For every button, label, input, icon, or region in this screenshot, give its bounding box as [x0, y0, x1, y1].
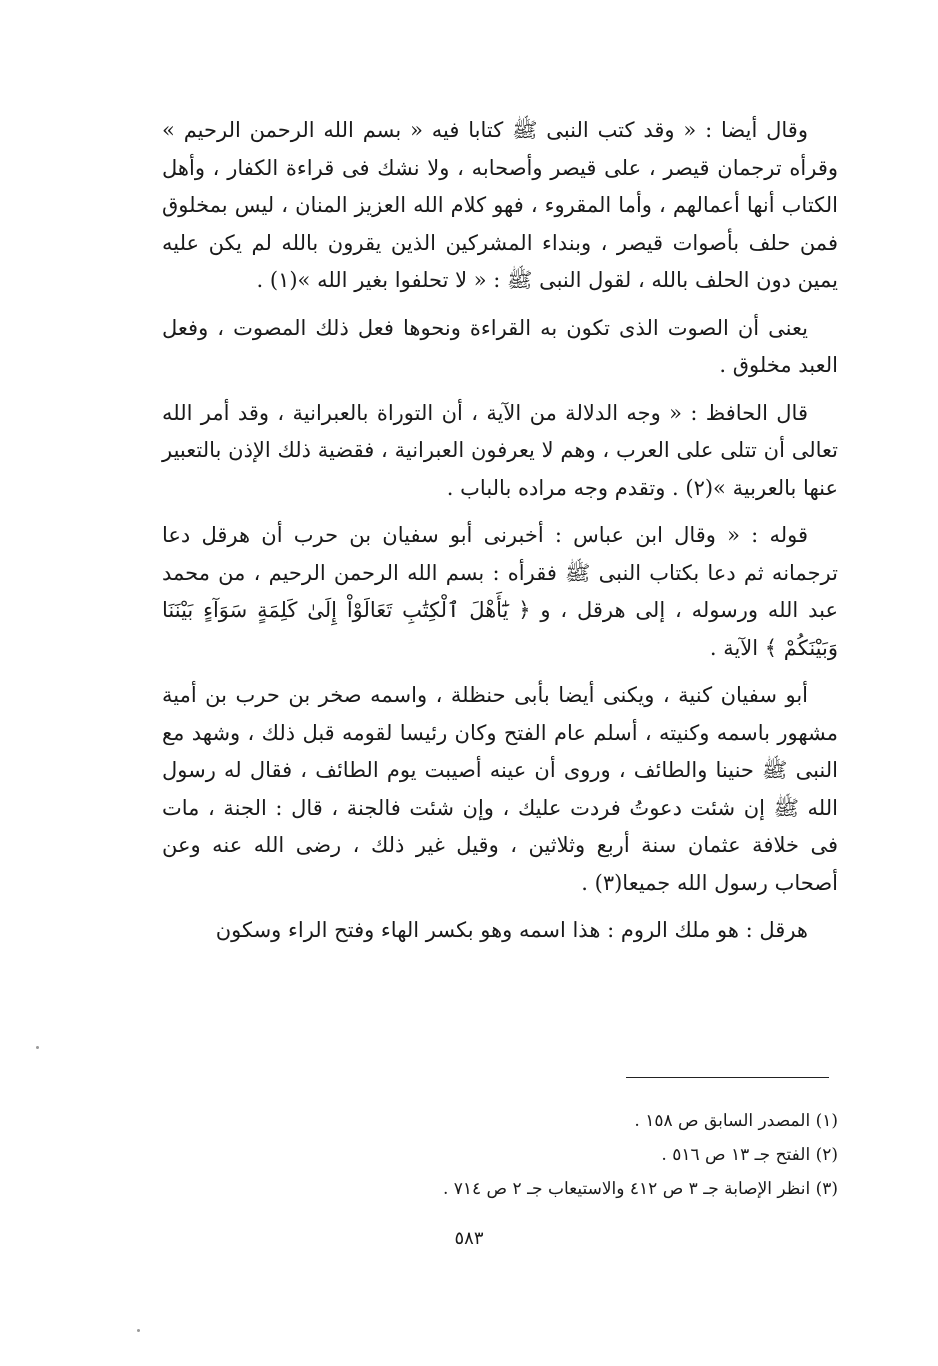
scan-speck — [36, 1046, 39, 1049]
paragraph-6: هرقل : هو ملك الروم : هذا اسمه وهو بكسر الهاء وفتح الراء وسكون — [215, 918, 808, 942]
footnote-3: (٣) انظر الإصابة جـ ٣ ص ٤١٢ والاستيعاب جـ ٢ ص ٧١٤ . — [442, 1179, 838, 1199]
paragraph-2: يعنى أن الصوت الذى تكون به القراءة ونحوها فعل ذلك المصوت ، وفعل العبد مخلوق . — [162, 315, 838, 377]
paragraph-3: قال الحافظ : « وجه الدلالة من الآية ، أن التوراة بالعبرانية ، وقد أمر الله تعالى أن تتلى على العرب ، وهم لا يعرفون العبرانية ، فقضية ذلك الإذن بالتعبير عنها بالعربية »(٢) . وتقدم وجه مراده بالباب . — [162, 400, 838, 500]
paragraph-1: وقال أيضا : « وقد كتب النبى ﷺ كتابا فيه « بسم الله الرحمن الرحيم » وقرأه ترجمان قيصر ، على قيصر وأصحابه ، ولا نشك فى قراءة الكفار ، وأهل الكتاب أنها أعمالهم ، وأما المقروء ، فهو كلام الله العزيز المنان ، ليس بمخلوق فمن حلف بأصوات قيصر ، وبنداء المشركين الذين يقرون بالله لم يكن عليه يمين دون الحلف بالله ، لقول النبى ﷺ : « لا تحلفوا بغير الله »(١) . — [162, 118, 838, 292]
page-number: ٥٨٣ — [454, 1228, 484, 1249]
footnote-divider — [626, 1077, 829, 1078]
footnote-1: (١) المصدر السابق ص ١٥٨ . — [634, 1111, 838, 1131]
footnote-2: (٢) الفتح جـ ١٣ ص ٥١٦ . — [661, 1145, 838, 1165]
paragraph-5: أبو سفيان كنية ، ويكنى أيضا بأبى حنظلة ، واسمه صخر بن حرب بن أمية مشهور باسمه وكنيته ، أسلم عام الفتح وكان رئيسا لقومه قبل ذلك ، وشهد مع النبى ﷺ حنينا والطائف ، وروى أن عينه أصيبت يوم الطائف ، فقال له رسول الله ﷺ إن شئت دعوتُ فردت عليك ، وإن شئت فالجنة ، قال : الجنة ، مات فى خلافة عثمان سنة أربع وثلاثين ، وقيل غير ذلك ، رضى الله عنه وعن أصحاب رسول الله جميعا(٣) . — [162, 683, 838, 895]
paragraph-4: قوله : « وقال ابن عباس : أخبرنى أبو سفيان بن حرب أن هرقل دعا ترجمانه ثم دعا بكتاب النبى ﷺ فقرأه : بسم الله الرحمن الرحيم ، من محمد عبد الله ورسوله ، إلى هرقل ، و ﴿ يَٰٓأَهْلَ ٱلْكِتَٰبِ تَعَالَوْاْ إِلَىٰ كَلِمَةٍ سَوَآءٍ بَيْنَنَا وَبَيْنَكُمْ ﴾ الآية . — [162, 523, 838, 660]
footnotes — [300, 1104, 838, 1206]
main-text — [162, 112, 838, 960]
scan-speck — [137, 1329, 140, 1332]
